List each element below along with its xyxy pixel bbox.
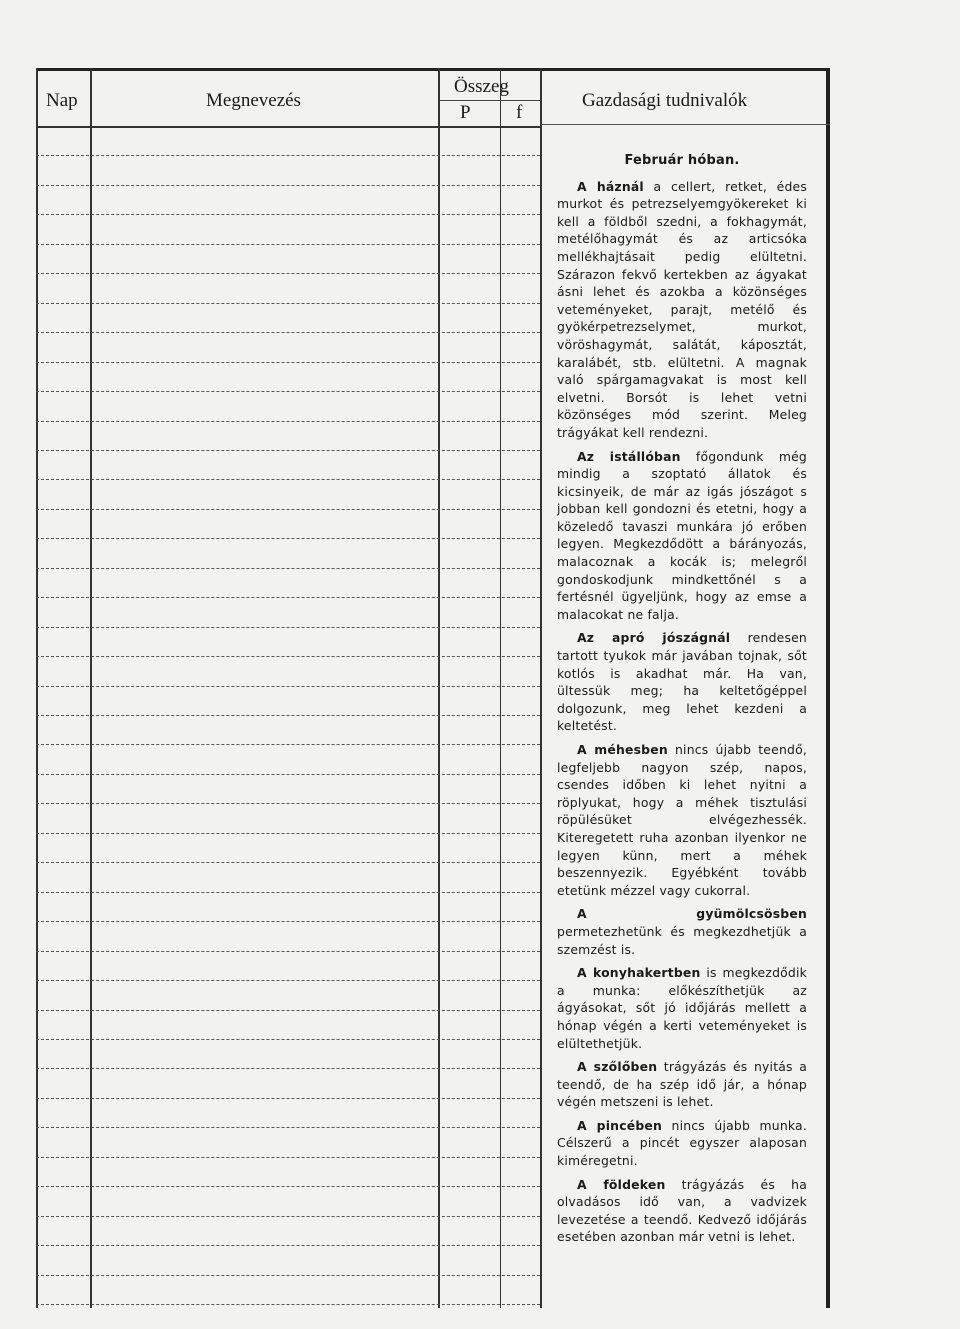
article-paragraph [557,964,807,1052]
ledger-row [36,1304,540,1305]
paragraph-text: rendesen tartott tyukok már javában tojnak, sőt kotlós is akadhat már. Ha van, ültessük meg; ha keltetőgéppel dolgozunk, meg lehet kezdeni a keltetést. [557,630,807,734]
ledger-row [36,715,540,716]
paragraph-lead: A gyümölcsösben [577,906,807,922]
ledger-row [36,362,540,363]
ledger-row [36,214,540,215]
ledger-row [36,509,540,510]
paragraph-text: permetezhetünk és megkezdhetjük a szemzést is. [557,923,807,957]
header-bottom-rule-right [540,124,830,125]
article-body [557,178,807,1246]
paragraph-lead: A földeken [577,1176,666,1192]
ledger-row [36,686,540,687]
osszeg-subrule [440,100,540,101]
ledger-row [36,1186,540,1187]
col-divider-nap [90,68,92,1308]
ledger-row [36,332,540,333]
ledger-row [36,627,540,628]
ledger-row [36,185,540,186]
ledger-row [36,1068,540,1069]
article-title: Február hóban. [624,153,740,168]
ledger-row [36,538,540,539]
ledger-row [36,1010,540,1011]
article [557,152,807,1252]
article-paragraph [557,1176,807,1246]
ledger-row [36,597,540,598]
article-paragraph [557,629,807,735]
ledger-row [36,273,540,274]
header-p: P [460,102,471,123]
ledger-row [36,862,540,863]
ledger-row [36,1039,540,1040]
ledger-row [36,1098,540,1099]
top-rule [36,68,830,71]
ledger-row [36,833,540,834]
paragraph-text: nincs újabb teendő, legfeljebb nagyon szép, napos, csendes időben ki lehet nyitni a röplyukat, hogy a méhek tisztulási röpülésüket elvégezhessék. Kiteregetett ruha azonban ilyenkor ne legyen künn, mert a méhek beszennyezik. Egyébként tovább etetünk mézzel vagy cukorral. [557,742,807,898]
paragraph-text: nincs újabb munka. Célszerű a pincét egyszer alaposan kiméregetni. [557,1117,807,1169]
paragraph-lead: A pincében [577,1117,663,1133]
paragraph-text: is megkezdődik a munka: előkészíthetjük az ágyásokat, sőt jó időjárás mellett a hónap végén a kerti veteményeket is elültethetjük. [557,965,808,1051]
ledger-row [36,1157,540,1158]
ledger-sheet [36,68,830,1308]
article-paragraph [557,178,807,442]
article-paragraph [557,1117,807,1170]
header-megnevezes: Megnevezés [206,90,301,111]
paragraph-lead: A háznál [577,178,644,194]
article-paragraph [557,905,807,958]
ledger-row [36,391,540,392]
header-nap: Nap [46,90,78,111]
paragraph-lead: Az istállóban [577,448,681,464]
article-paragraph [557,448,807,624]
header-osszeg: Összeg [454,76,509,97]
paragraph-text: trágyázás és ha olvadásos idő van, a vadvizek levezetése a teendő. Kedvező időjárás esetében azonban már vetni is lehet. [557,1176,807,1245]
col-divider-p [500,68,501,1308]
paragraph-lead: A szőlőben [577,1059,658,1075]
ledger-row [36,744,540,745]
left-rule [36,68,38,1308]
paragraph-lead: Az apró jószágnál [577,630,731,646]
col-divider-megnevezes [438,68,440,1308]
ledger-row [36,450,540,451]
ledger-row [36,568,540,569]
header-f: f [516,102,523,123]
ledger-row [36,1245,540,1246]
ledger-row [36,1127,540,1128]
paragraph-text: trágyázás és nyitás a teendő, de ha szép idő jár, a hónap végén metszeni is lehet. [557,1059,808,1110]
paragraph-lead: A konyhakertben [577,965,701,981]
col-divider-f [540,68,542,1308]
article-paragraph [557,1058,807,1111]
ledger-row [36,921,540,922]
right-rule [826,68,830,1308]
ledger-row [36,244,540,245]
ledger-row [36,774,540,775]
ledger-row [36,980,540,981]
ledger-row [36,155,540,156]
article-paragraph [557,741,807,899]
ledger-row [36,421,540,422]
ledger-row [36,656,540,657]
ledger-row [36,1275,540,1276]
ledger-row [36,951,540,952]
paragraph-text: a cellert, retket, édes murkot és petrezselyemgyökereket ki kell a földből szedni, a fokhagymát, metélőhagymát és az articsóka mellékhajtásait pedig elültetni. Szárazon fekvő kertekben az ágyakat ásni lehet és azokba a közönséges veteményeket, parajt, metélő és gyökérpetrezselymet, murkot, vöröshagymát, salátát, káposztát, karalábét, stb. elültetni. A magnak való spárgamagvakat is most kell elvetni. Borsót is lehet vetni közönséges mód szerint. Meleg trágyákat kell rendezni. [557,178,807,440]
paragraph-lead: A méhesben [577,742,668,757]
ledger-row [36,1216,540,1217]
ledger-row [36,303,540,304]
paragraph-text: főgondunk még mindig a szoptató állatok és kicsinyeik, de már az igás jószágot s jobban kell gondozni és etetni, hogy a közeledő tavaszi munkára jó erőben legyen. Megkezdődött a bárányozás, malacoznak a kocák is; melegről gondoskodjunk mindkettőnél s a fertésnél ügyeljünk, hogy az emse a malacokat ne falja. [557,448,807,622]
header-bottom-rule [36,126,540,128]
header-gazdasagi: Gazdasági tudnivalók [582,90,748,111]
ledger-row [36,803,540,804]
ledger-row [36,479,540,480]
ledger-row [36,892,540,893]
